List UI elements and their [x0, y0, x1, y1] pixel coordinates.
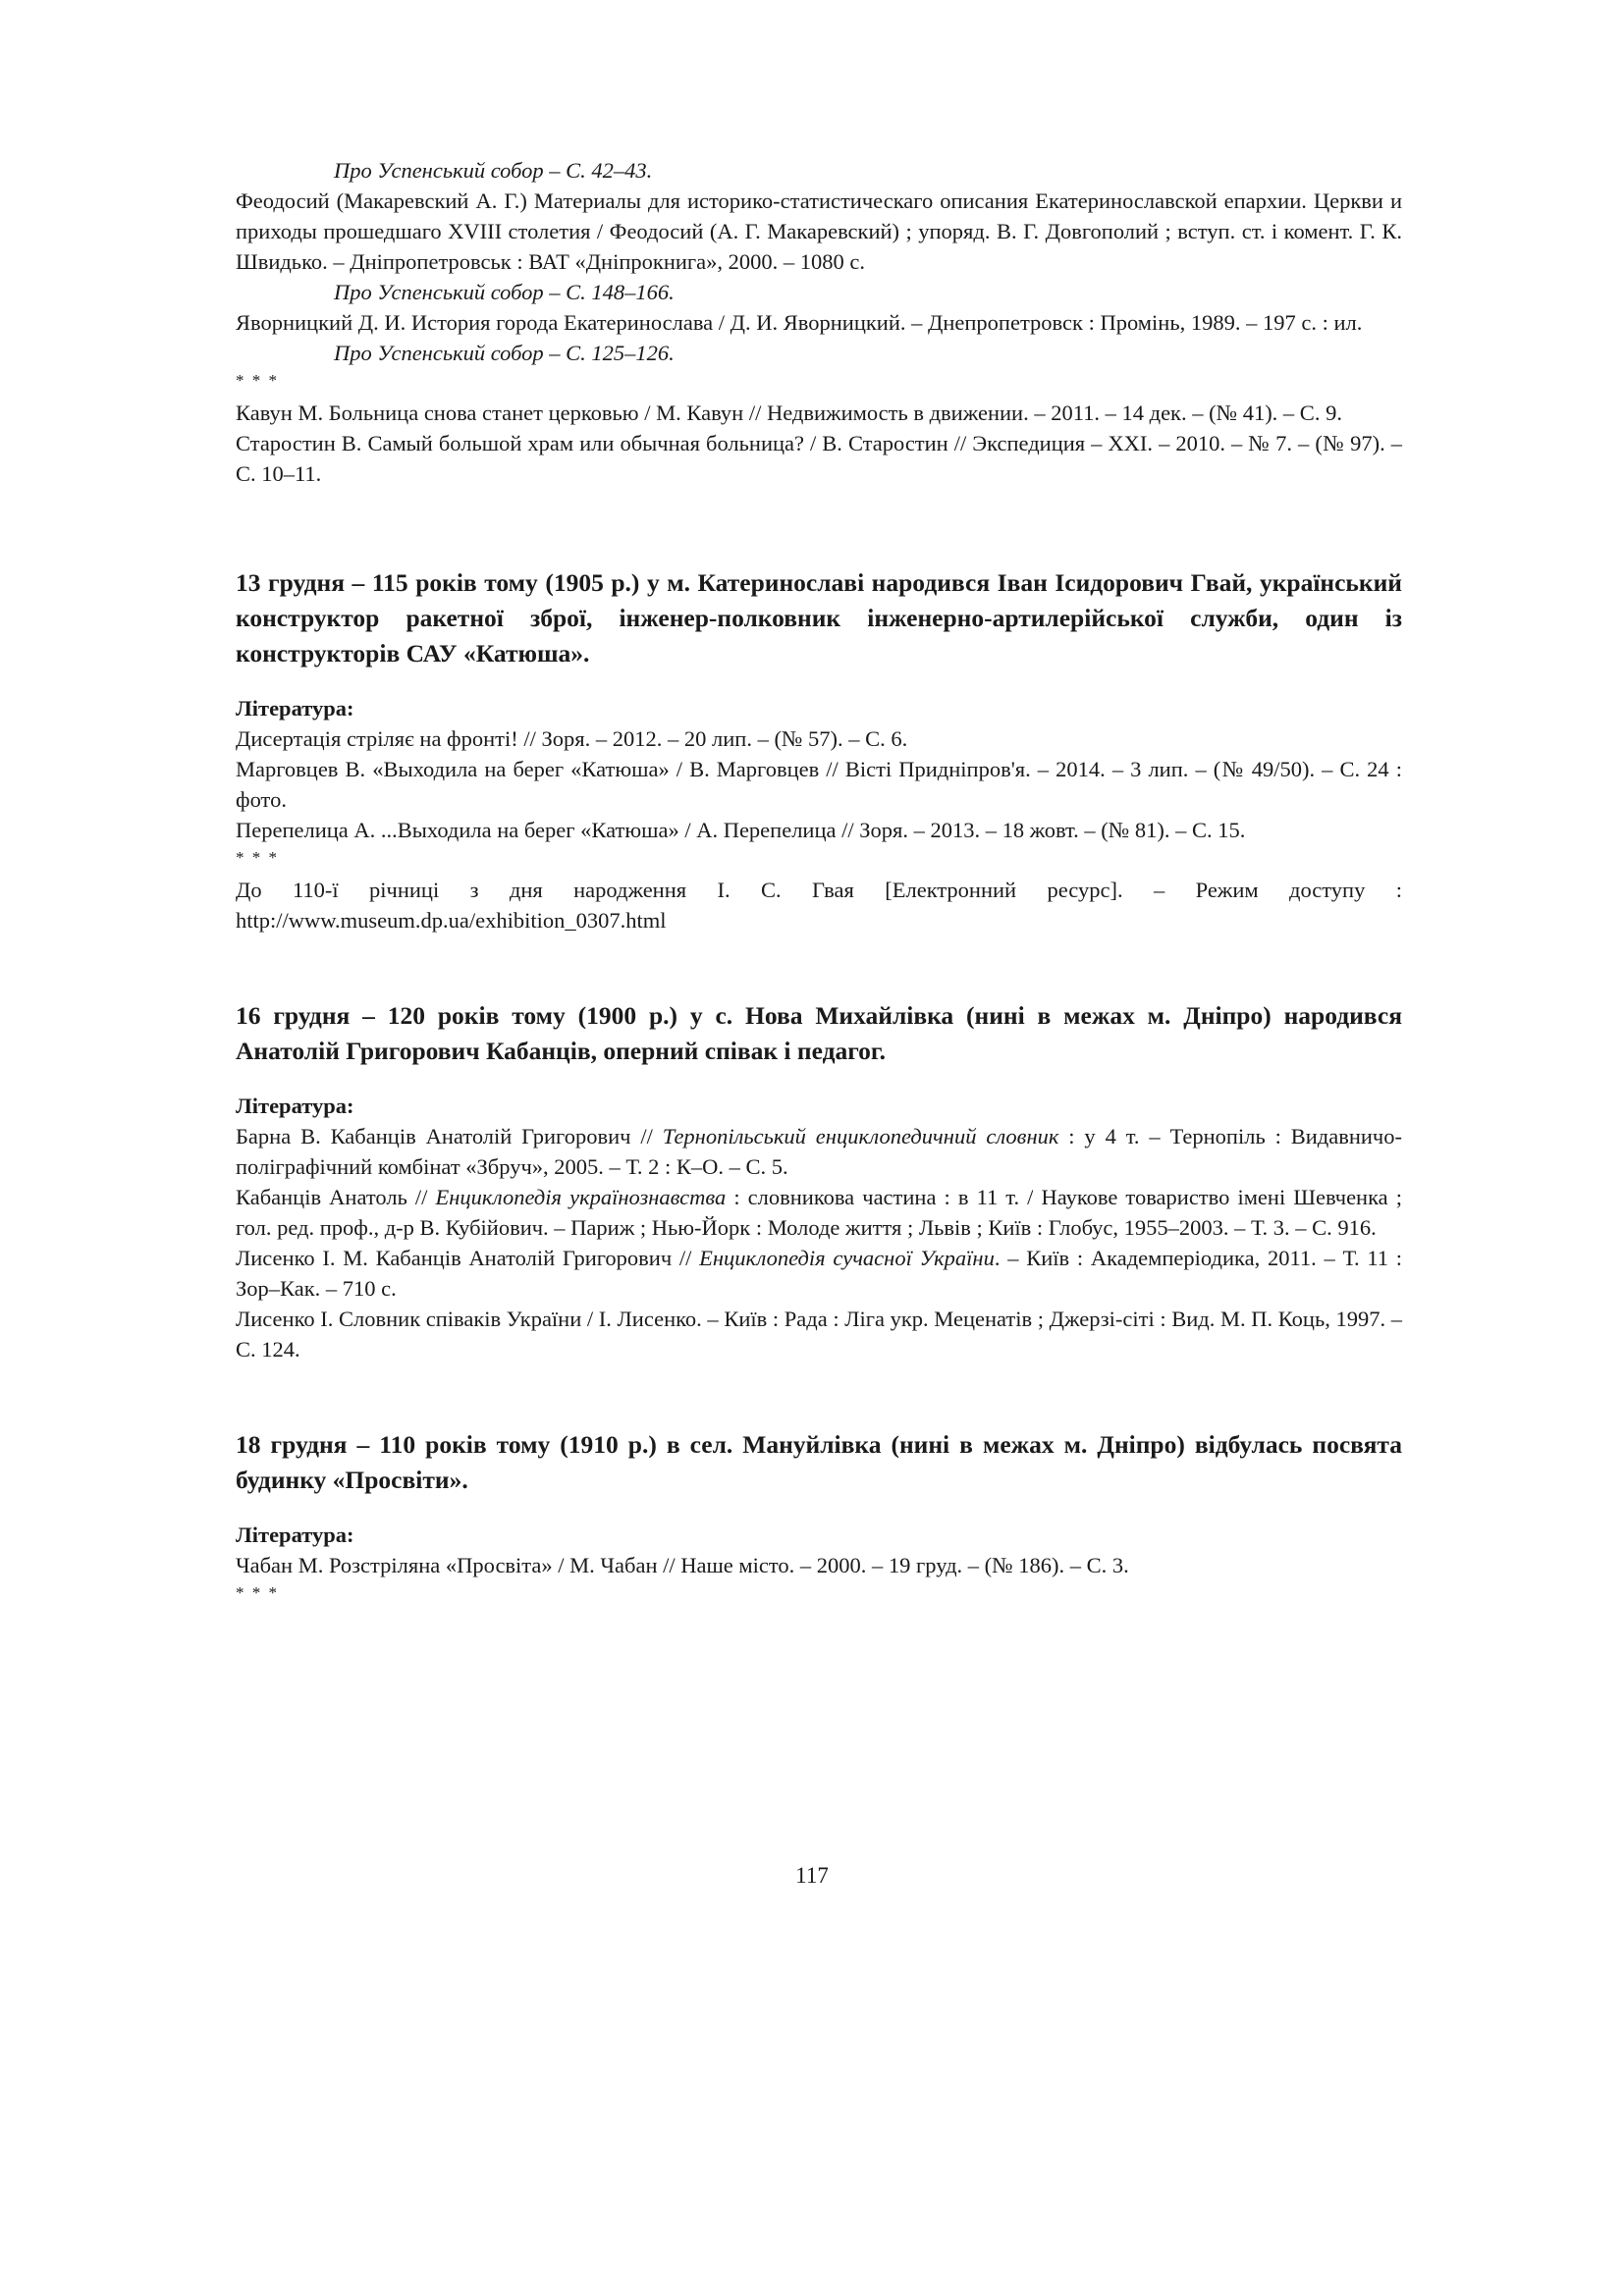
bibliography-entry	[236, 1121, 1402, 1182]
bibliography-entry: Яворницкий Д. И. История города Екатеринослава / Д. И. Яворницкий. – Днепропетровск : Промінь, 1989. – 197 с. : ил.	[236, 310, 1363, 335]
bibliography-entry	[236, 1304, 1402, 1364]
section-kabantsiv	[236, 998, 1402, 1364]
entry-source-title: Тернопільський енциклопедичний словник	[662, 1124, 1059, 1148]
entry-source-title: Енциклопедія сучасної України	[699, 1246, 995, 1270]
entry-text: : словникова частина : в 11 т. / Наукове товариство імені Шевченка ; гол. ред. проф., д-р В. Кубійович. – Париж ; Нью-Йорк : Молоде життя ; Львів ; Київ : Глобус, 1955–2003. – Т. 3. – С. 916.	[236, 1185, 1403, 1240]
page-content	[236, 155, 1402, 1610]
separator-stars: * * *	[236, 371, 279, 390]
page-number: 117	[795, 1863, 829, 1888]
literature-label: Література:	[236, 1094, 354, 1118]
entry-text: Барна В. Кабанців Анатолій Григорович //	[236, 1124, 663, 1148]
section-heading: 16 грудня – 120 років тому (1900 р.) у с. Нова Михайлівка (нині в межах м. Дніпро) народився Анатолій Григорович Кабанців, оперний співак і педагог.	[236, 1001, 1402, 1065]
section-gvai	[236, 565, 1402, 935]
note-line: Про Успенський собор – С. 42–43.	[334, 158, 653, 183]
note-line: Про Успенський собор – С. 125–126.	[334, 341, 675, 365]
entry-text: . – Київ : Академперіодика, 2011. – Т. 11 : Зор–Как. – 710 с.	[236, 1246, 1402, 1301]
literature-label: Література:	[236, 1522, 354, 1547]
bibliography-entry: Кавун М. Больница снова станет церковью / М. Кавун // Недвижимость в движении. – 2011. – 14 дек. – (№ 41). – С. 9.	[236, 400, 1342, 425]
top-bibliography	[236, 155, 1402, 489]
entry-source-title: Енциклопедія українознавства	[435, 1185, 727, 1209]
entry-text: Лисенко І. М. Кабанців Анатолій Григорович //	[236, 1246, 700, 1270]
separator-stars: * * *	[236, 1583, 279, 1602]
bibliography-entry: Марговцев В. «Выходила на берег «Катюша» / В. Марговцев // Вісті Придніпров'я. – 2014. – 3 лип. – (№ 49/50). – С. 24 : фото.	[236, 757, 1402, 812]
bibliography-entry: Старостин В. Самый большой храм или обычная больница? / В. Старостин // Экспедиция – XXI. – 2010. – № 7. – (№ 97). – С. 10–11.	[236, 431, 1402, 486]
literature-label: Література:	[236, 696, 354, 721]
bibliography-entry: Дисертація стріляє на фронті! // Зоря. – 2012. – 20 лип. – (№ 57). – С. 6.	[236, 726, 908, 751]
bibliography-entry	[236, 1243, 1402, 1304]
section-prosvita	[236, 1427, 1402, 1610]
section-heading: 18 грудня – 110 років тому (1910 р.) в сел. Мануйлівка (нині в межах м. Дніпро) відбулась посвята будинку «Просвіти».	[236, 1430, 1402, 1494]
entry-text: : у 4 т. – Тернопіль : Видавничо-поліграфічний комбінат «Збруч», 2005. – Т. 2 : К–О. – С. 5.	[236, 1124, 1402, 1179]
separator-stars: * * *	[236, 848, 279, 867]
note-line: Про Успенський собор – С. 148–166.	[334, 280, 675, 304]
bibliography-entry	[236, 1182, 1402, 1243]
bibliography-entry: Перепелица А. ...Выходила на берег «Катюша» / А. Перепелица // Зоря. – 2013. – 18 жовт. – (№ 81). – С. 15.	[236, 818, 1246, 842]
bibliography-entry: Феодосий (Макаревский А. Г.) Материалы для историко-статистическаго описания Екатеринославской епархии. Церкви и приходы прошедшаго XVIII столетия / Феодосий (А. Г. Макаревский) ; упоряд. В. Г. Довгополий ; вступ. ст. і комент. Г. К. Швидько. – Дніпропетровськ : ВАТ «Дніпрокнига», 2000. – 1080 с.	[236, 188, 1402, 274]
bibliography-entry: До 110-ї річниці з дня народження І. С. Гвая [Електронний ресурс]. – Режим доступу : http://www.museum.dp.ua/exhibition_0307.html	[236, 878, 1402, 933]
bibliography-entry: Чабан М. Розстріляна «Просвіта» / М. Чабан // Наше місто. – 2000. – 19 груд. – (№ 186). – С. 3.	[236, 1553, 1129, 1577]
entry-text: Лисенко І. Словник співаків України / І. Лисенко. – Київ : Рада : Ліга укр. Меценатів ; Джерзі-сіті : Вид. М. П. Коць, 1997. – С. 124.	[236, 1307, 1402, 1362]
section-heading: 13 грудня – 115 років тому (1905 р.) у м. Катеринославі народився Іван Ісидорович Гвай, український конструктор ракетної зброї, інженер-полковник інженерно-артилерійської служби, один із конструкторів САУ «Катюша».	[236, 568, 1402, 667]
entry-text: Кабанців Анатоль //	[236, 1185, 436, 1209]
